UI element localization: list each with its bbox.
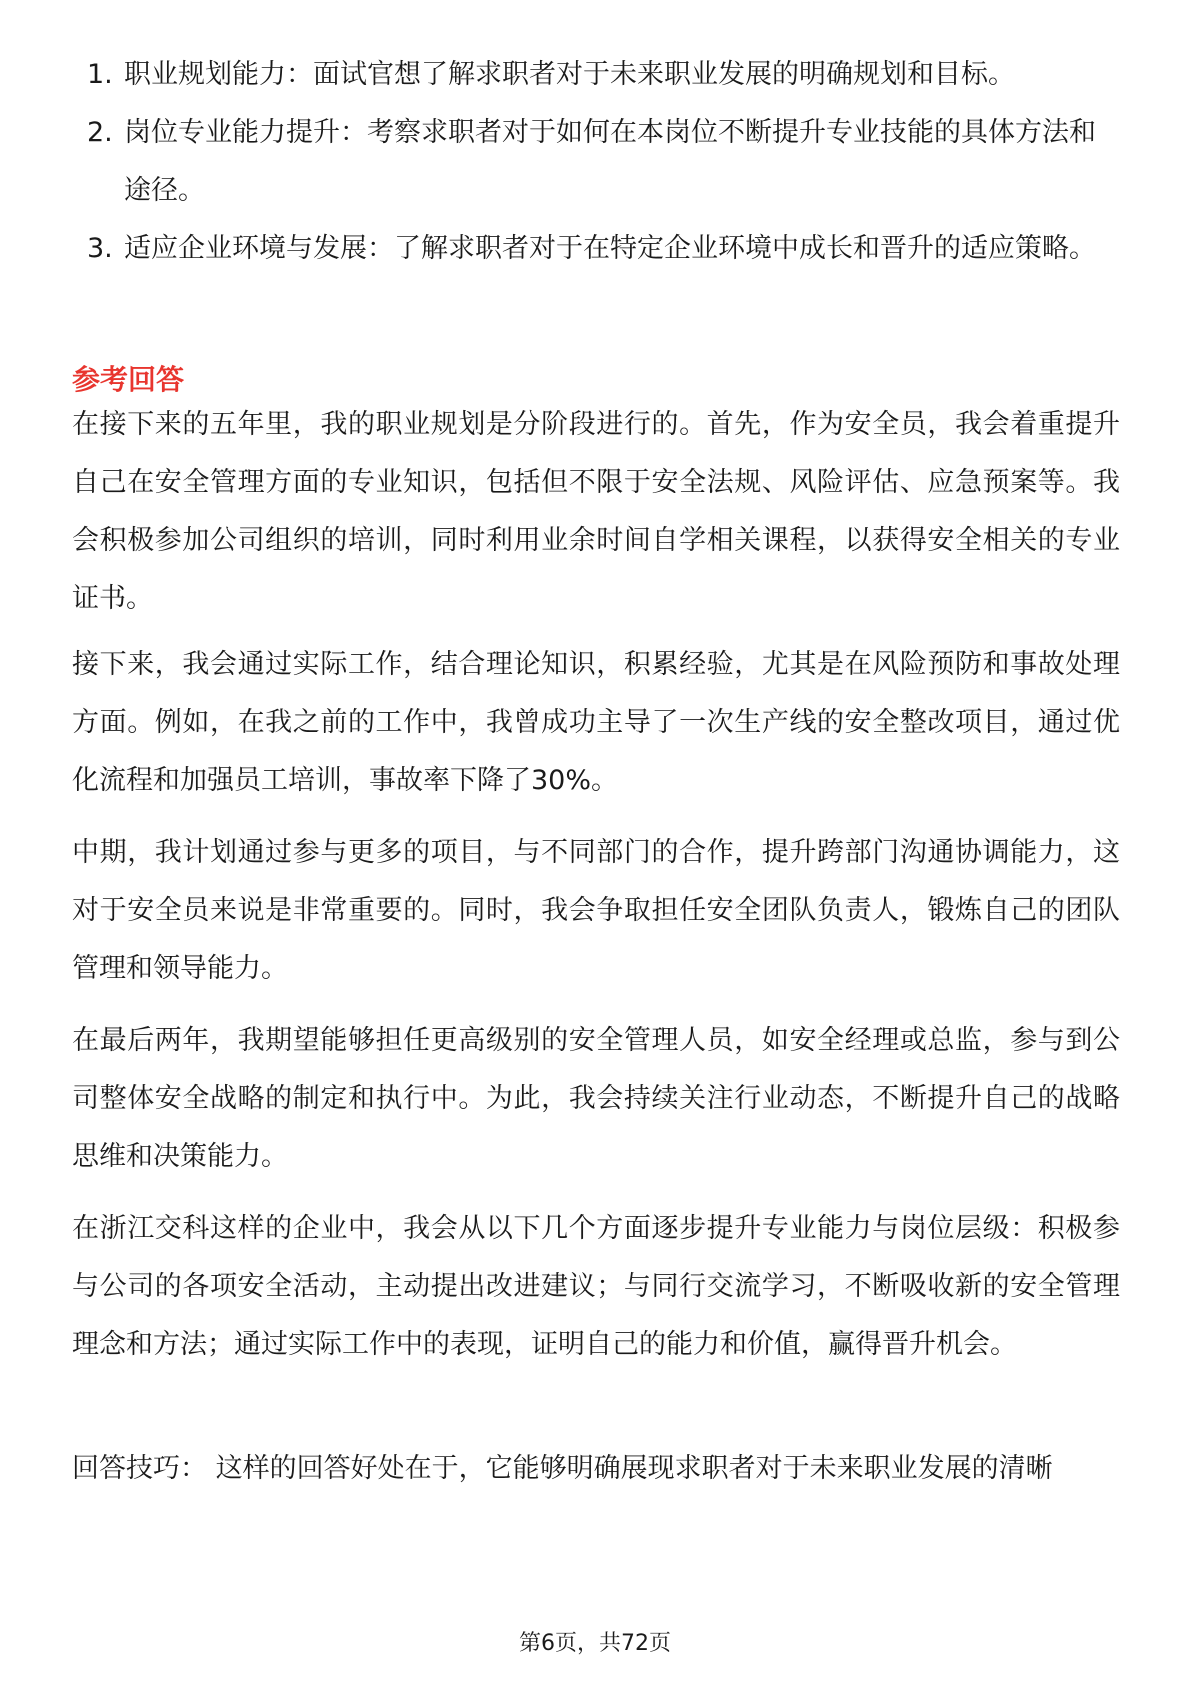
list-number: 1.: [87, 59, 113, 90]
list-text: 适应企业环境与发展：了解求职者对于在特定企业环境中成长和晋升的适应策略。: [124, 233, 1096, 264]
list-number: 3.: [87, 233, 113, 264]
list-item: [72, 104, 1120, 220]
list-text: 岗位专业能力提升：考察求职者对于如何在本岗位不断提升专业技能的具体方法和途径。: [124, 117, 1096, 206]
question-points-list: [72, 46, 1120, 278]
paragraph: 在浙江交科这样的企业中，我会从以下几个方面逐步提升专业能力与岗位层级：积极参与公司的各项安全活动，主动提出改进建议；与同行交流学习，不断吸收新的安全管理理念和方法；通过实际工作中的表现，证明自己的能力和价值，赢得晋升机会。: [72, 1213, 1120, 1360]
paragraph: 在接下来的五年里，我的职业规划是分阶段进行的。首先，作为安全员，我会着重提升自己在安全管理方面的专业知识，包括但不限于安全法规、风险评估、应急预案等。我会积极参加公司组织的培训，同时利用业余时间自学相关课程，以获得安全相关的专业证书。: [72, 409, 1120, 614]
list-item: [72, 220, 1120, 278]
paragraph-tip: 回答技巧： 这样的回答好处在于，它能够明确展现求职者对于未来职业发展的清晰: [72, 1453, 1053, 1484]
list-number: 2.: [87, 117, 113, 148]
list-item: [72, 46, 1120, 104]
paragraph: 中期，我计划通过参与更多的项目，与不同部门的合作，提升跨部门沟通协调能力，这对于安全员来说是非常重要的。同时，我会争取担任安全团队负责人，锻炼自己的团队管理和领导能力。: [72, 837, 1120, 984]
paragraph: 接下来，我会通过实际工作，结合理论知识，积累经验，尤其是在风险预防和事故处理方面。例如，在我之前的工作中，我曾成功主导了一次生产线的安全整改项目，通过优化流程和加强员工培训，事故率下降了30%。: [72, 649, 1120, 796]
section-title: 参考回答: [72, 363, 185, 396]
paragraph: 在最后两年，我期望能够担任更高级别的安全管理人员，如安全经理或总监，参与到公司整体安全战略的制定和执行中。为此，我会持续关注行业动态，不断提升自己的战略思维和决策能力。: [72, 1025, 1120, 1172]
page-footer: 第6页，共72页: [519, 1631, 671, 1656]
list-text: 职业规划能力：面试官想了解求职者对于未来职业发展的明确规划和目标。: [124, 59, 1015, 90]
